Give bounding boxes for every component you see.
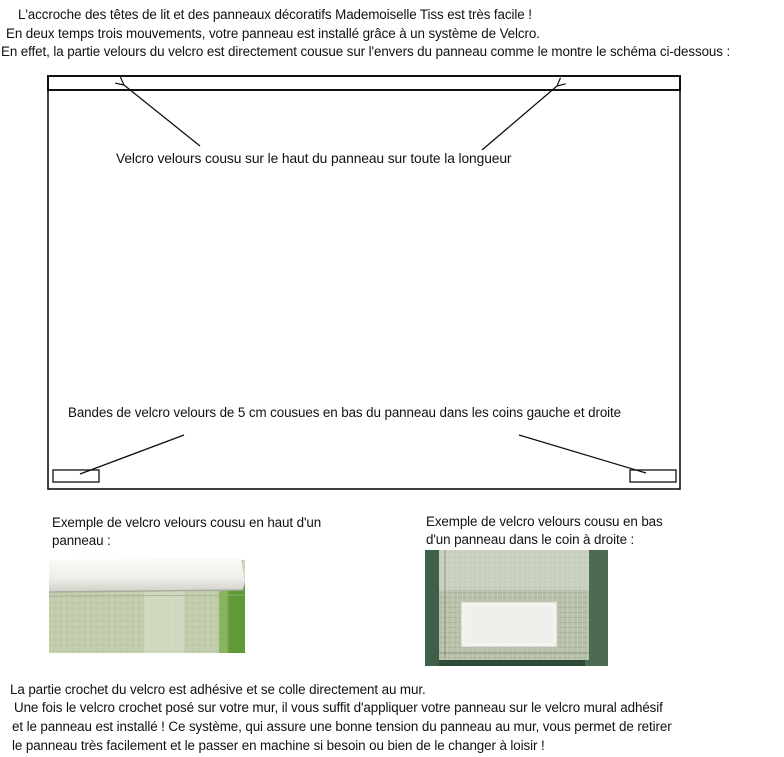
outro-line-4: le panneau très facilement et le passer en machine si besoin ou bien de le changer à loisir ! [12, 738, 545, 753]
intro-line-3: En effet, la partie velours du velcro est directement cousue sur l'envers du panneau comme le montre le schéma ci-dessous : [1, 44, 731, 59]
arrow-top-right [482, 86, 557, 150]
outro-line-3: et le panneau est installé ! Ce système, qui assure une bonne tension du panneau au mur, vous permet de retirer [12, 719, 672, 734]
example-top-caption-2: panneau : [52, 533, 111, 548]
outro-line-1: La partie crochet du velcro est adhésive et se colle directement au mur. [10, 682, 426, 697]
example-top-caption-1: Exemple de velcro velours cousu en haut d'un [52, 515, 322, 530]
photo-top-velcro [49, 552, 245, 653]
bottom-right-velcro-strip [630, 470, 676, 482]
line-bottom-right [519, 435, 646, 473]
intro-line-1: L'accroche des têtes de lit et des panneaux décoratifs Mademoiselle Tiss est très facile ! [18, 7, 532, 22]
example-bottom-caption-1: Exemple de velcro velours cousu en bas [426, 514, 663, 529]
top-velcro-label: Velcro velours cousu sur le haut du panneau sur toute la longueur [116, 151, 512, 166]
line-bottom-left [80, 435, 184, 474]
intro-line-2: En deux temps trois mouvements, votre panneau est installé grâce à un système de Velcro. [6, 26, 540, 41]
bottom-left-velcro-strip [53, 470, 99, 482]
panel-outline [48, 76, 680, 489]
arrow-top-left [124, 85, 200, 146]
outro-line-2: Une fois le velcro crochet posé sur votre mur, il vous suffit d'appliquer votre panneau sur le velcro mural adhésif [14, 700, 663, 715]
bottom-velcro-label: Bandes de velcro velours de 5 cm cousues en bas du panneau dans les coins gauche et droite [68, 405, 622, 420]
example-bottom-caption-2: d'un panneau dans le coin à droite : [426, 532, 635, 547]
top-velcro-strip [48, 76, 680, 90]
photo-corner-velcro [425, 550, 608, 666]
